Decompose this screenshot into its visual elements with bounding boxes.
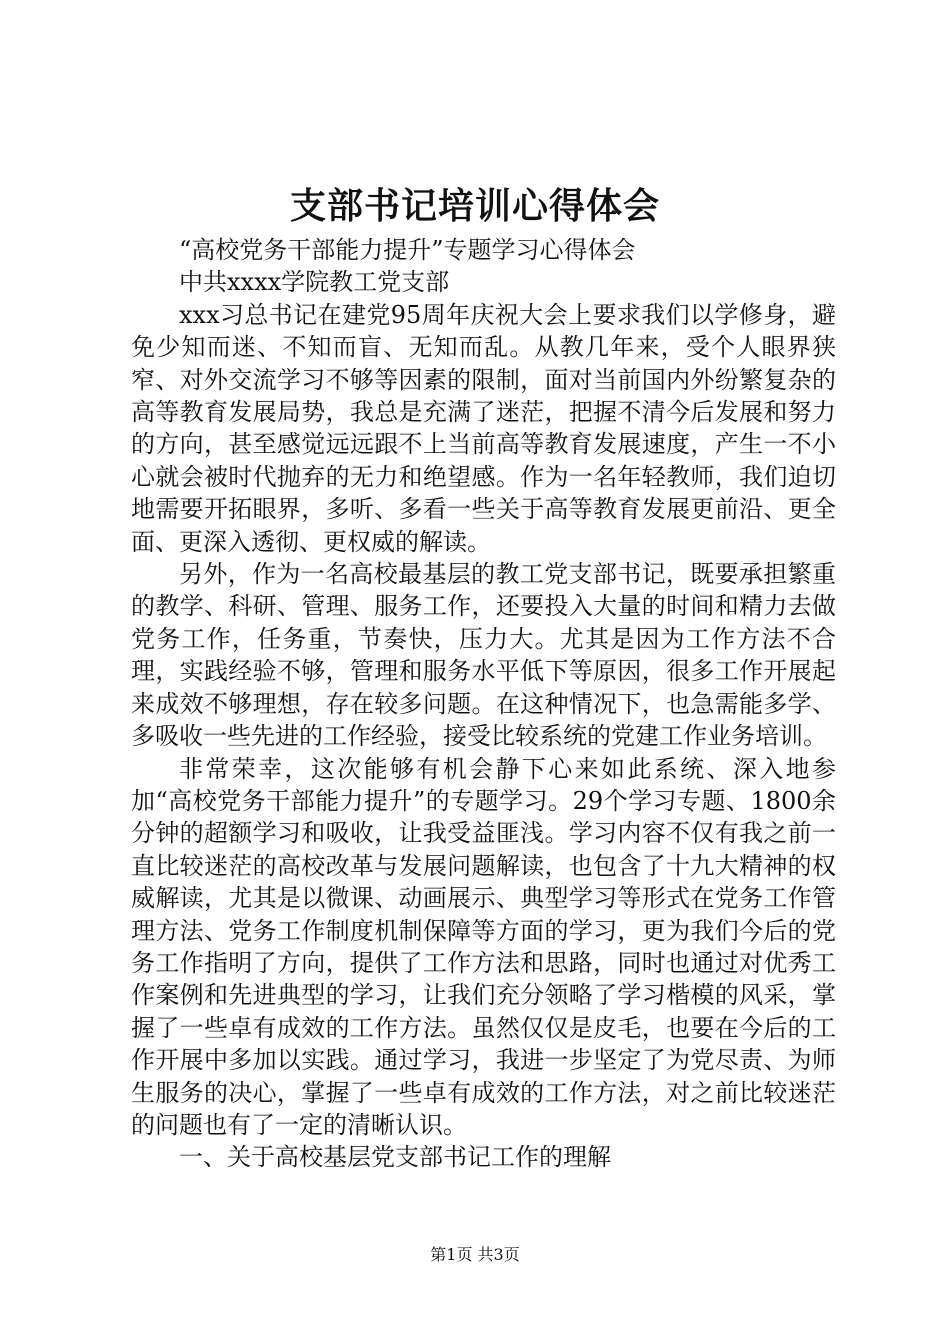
- page-footer: 第1页 共3页: [430, 1245, 520, 1264]
- section-heading: 一、关于高校基层党支部书记工作的理解: [179, 1143, 611, 1172]
- body-paragraph-1: xxx习总书记在建党95周年庆祝大会上要求我们以学修身，避免少知而迷、不知而盲、无知而乱。从教几年来，受个人眼界狭窄、对外交流学习不够等因素的限制，面对当前国内外纷繁复杂的高等教育发展局势，我总是充满了迷茫，把握不清今后发展和努力的方向，甚至感觉远远跟不上当前高等教育发展速度，产生一不小心就会被时代抛弃的无力和绝望感。作为一名年轻教师，我们迫切地需要开拓眼界，多听、多看一些关于高等教育发展更前沿、更全面、更深入透彻、更权威的解读。: [131, 300, 836, 556]
- organization-paragraph: 中共xxxx学院教工党支部: [179, 268, 450, 297]
- document-title: 支部书记培训心得体会: [289, 185, 660, 227]
- subtitle-paragraph: “高校党务干部能力提升”专题学习心得体会: [179, 236, 636, 264]
- document-body: [131, 234, 836, 1174]
- body-paragraph-2: 另外，作为一名高校最基层的教工党支部书记，既要承担繁重的教学、科研、管理、服务工作，还要投入大量的时间和精力去做党务工作，任务重，节奏快，压力大。尤其是因为工作方法不合理，实践经验不够，管理和服务水平低下等原因，很多工作开展起来成效不够理想，存在较多问题。在这种情况下，也急需能多学、多吸收一些先进的工作经验，接受比较系统的党建工作业务培训。: [131, 560, 836, 751]
- body-paragraph-3: 非常荣幸，这次能够有机会静下心来如此系统、深入地参加“高校党务干部能力提升”的专题学习。29个学习专题、1800余分钟的超额学习和吸收，让我受益匪浅。学习内容不仅有我之前一直比较迷茫的高校改革与发展问题解读，也包含了十九大精神的权威解读，尤其是以微课、动画展示、典型学习等形式在党务工作管理方法、党务工作制度机制保障等方面的学习，更为我们今后的党务工作指明了方向，提供了工作方法和思路，同时也通过对优秀工作案例和先进典型的学习，让我们充分领略了学习楷模的风采，掌握了一些卓有成效的工作方法。虽然仅仅是皮毛，也要在今后的工作开展中多加以实践。通过学习，我进一步坚定了为党尽责、为师生服务的决心，掌握了一些卓有成效的工作方法，对之前比较迷茫的问题也有了一定的清晰认识。: [131, 754, 836, 1139]
